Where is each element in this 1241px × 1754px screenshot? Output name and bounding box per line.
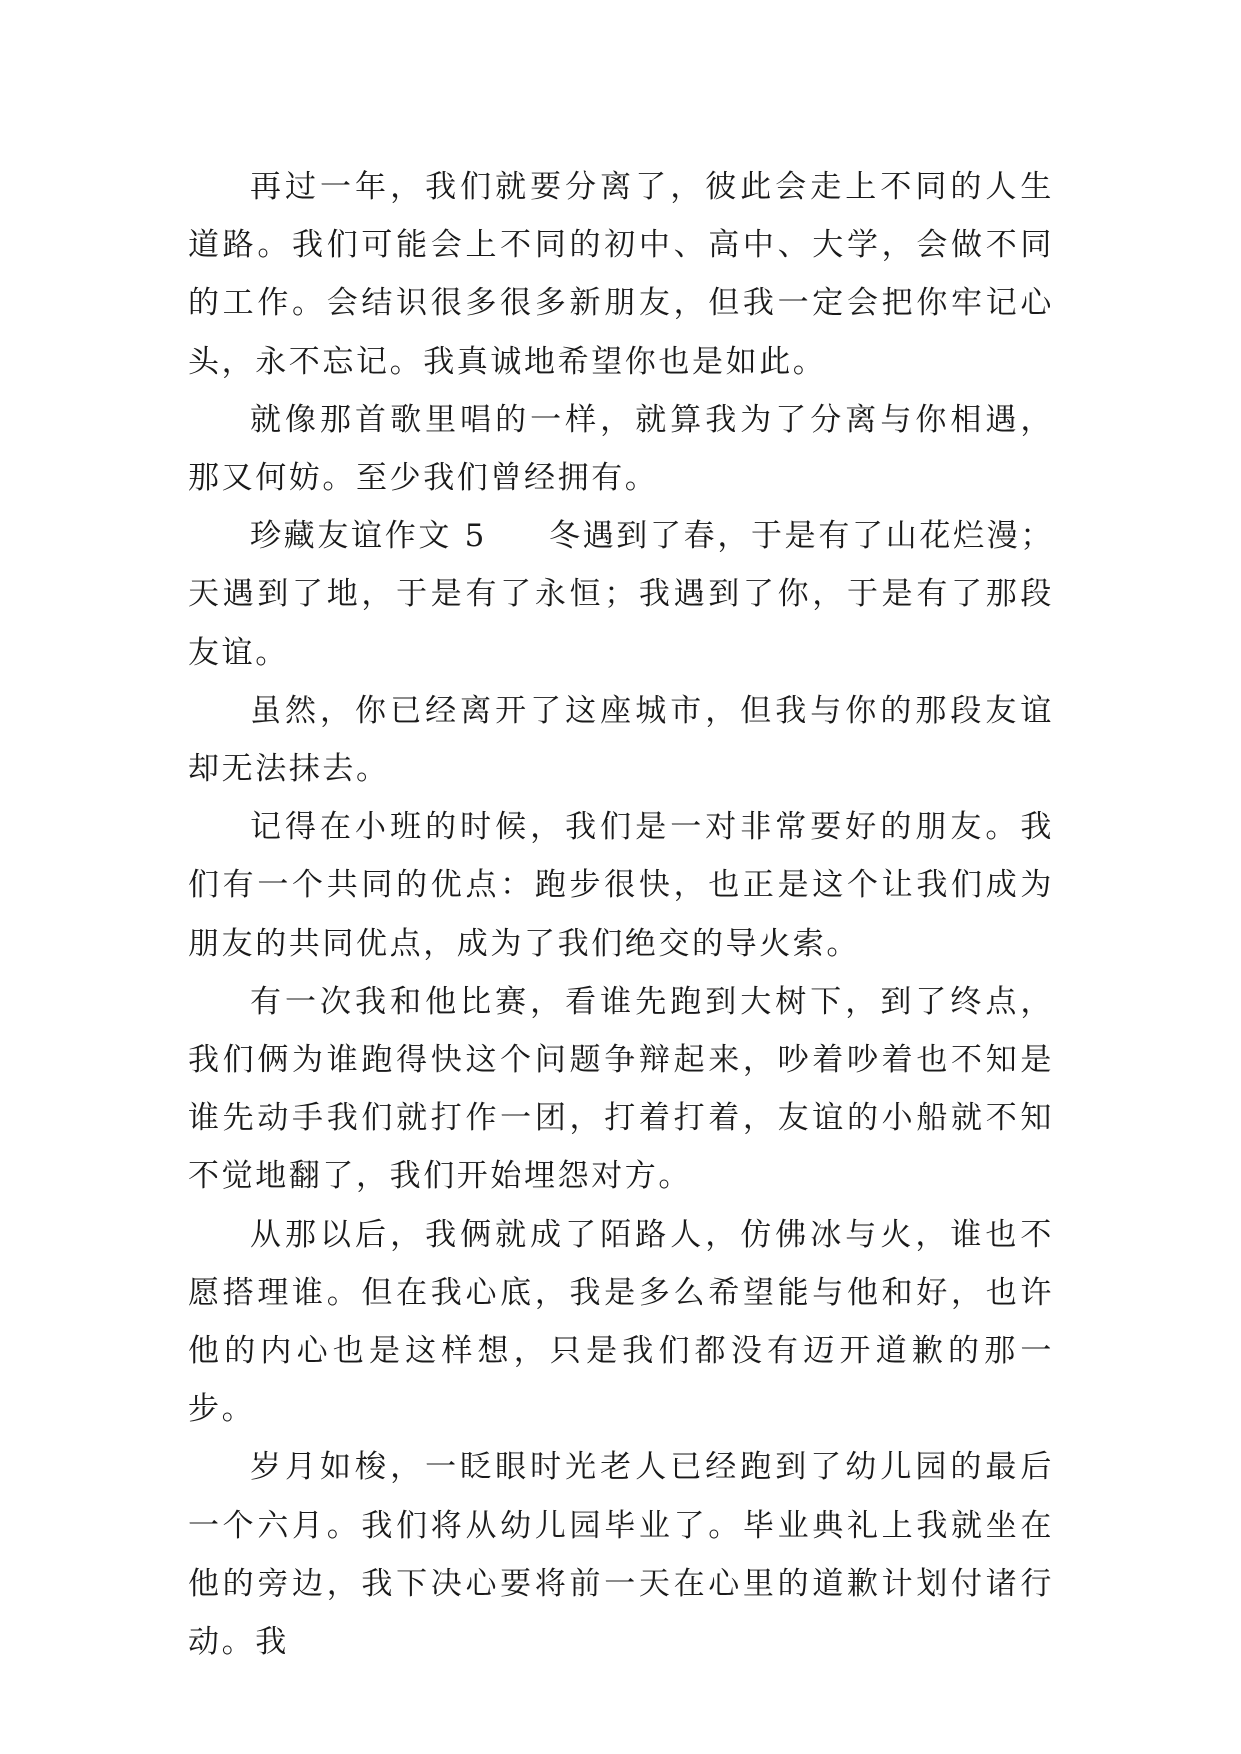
- paragraph-1: 再过一年，我们就要分离了，彼此会走上不同的人生道路。我们可能会上不同的初中、高中、大学，会做不同的工作。会结识很多很多新朋友，但我一定会把你牢记心头，永不忘记。我真诚地希望你也是如此。: [188, 169, 1054, 380]
- paragraph-2: 就像那首歌里唱的一样，就算我为了分离与你相遇，那又何妨。至少我们曾经拥有。: [188, 401, 1054, 497]
- section-heading: 珍藏友谊作文 5: [250, 518, 487, 555]
- paragraph-3: [188, 507, 1054, 682]
- document-body: [188, 158, 1054, 1671]
- paragraph-3-text: 冬遇到了春，于是有了山花烂漫；天遇到了地，于是有了永恒；我遇到了你，于是有了那段友谊。: [188, 518, 1054, 671]
- paragraph-4: 虽然，你已经离开了这座城市，但我与你的那段友谊却无法抹去。: [188, 692, 1054, 788]
- paragraph-5: 记得在小班的时候，我们是一对非常要好的朋友。我们有一个共同的优点：跑步很快，也正是这个让我们成为朋友的共同优点，成为了我们绝交的导火索。: [188, 809, 1054, 962]
- paragraph-6: 有一次我和他比赛，看谁先跑到大树下，到了终点，我们俩为谁跑得快这个问题争辩起来，吵着吵着也不知是谁先动手我们就打作一团，打着打着，友谊的小船就不知不觉地翻了，我们开始埋怨对方。: [188, 983, 1054, 1195]
- paragraph-7: 从那以后，我俩就成了陌路人，仿佛冰与火，谁也不愿搭理谁。但在我心底，我是多么希望能与他和好，也许他的内心也是这样想，只是我们都没有迈开道歉的那一步。: [188, 1216, 1054, 1428]
- paragraph-8: 岁月如梭，一眨眼时光老人已经跑到了幼儿园的最后一个六月。我们将从幼儿园毕业了。毕业典礼上我就坐在他的旁边，我下决心要将前一天在心里的道歉计划付诸行动。我: [188, 1449, 1054, 1661]
